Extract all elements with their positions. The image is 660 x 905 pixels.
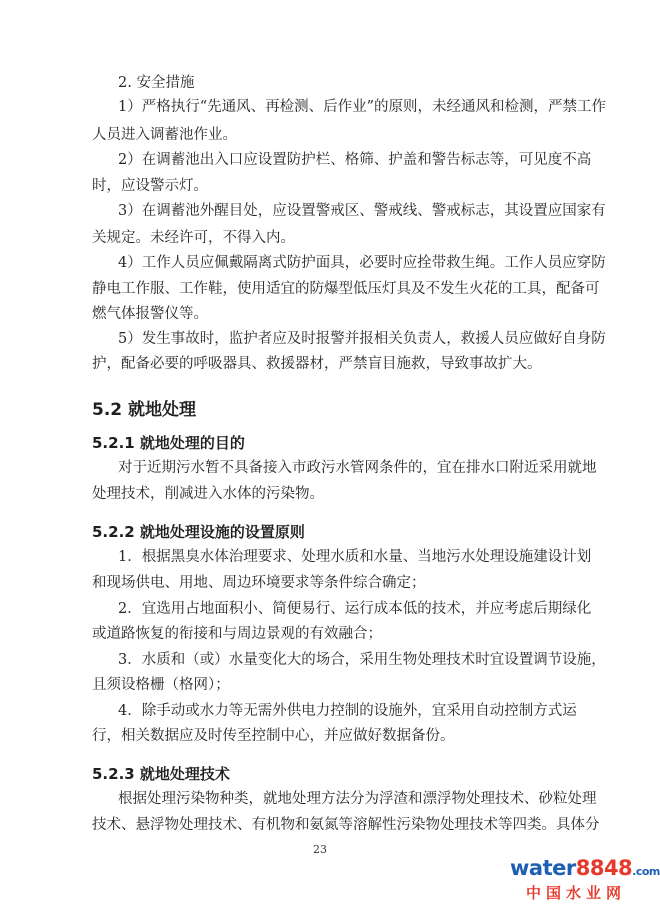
paragraph-line: 1．根据黑臭水体治理要求、处理水质和水量、当地污水处理设施建设计划 <box>118 549 592 565</box>
paragraph-line: 技术、悬浮物处理技术、有机物和氨氮等溶解性污染物处理技术等四类。具体分 <box>92 817 600 833</box>
logo-word: water <box>510 856 576 880</box>
logo-chinese-name: 中国水业网 <box>526 884 627 902</box>
paragraph-line: 对于近期污水暂不具备接入市政污水管网条件的，宜在排水口附近采用就地 <box>118 460 597 476</box>
paragraph-line: 护，配备必要的呼吸器具、救援器材，严禁盲目施救，导致事故扩大。 <box>92 356 542 372</box>
site-logo <box>510 856 660 902</box>
paragraph-line: 处理技术，削减进入水体的污染物。 <box>92 486 324 502</box>
paragraph-line: 根据处理污染物种类，就地处理方法分为浮渣和漂浮物处理技术、砂粒处理 <box>118 791 597 807</box>
paragraph-line: 和现场供电、用地、周边环境要求等条件综合确定； <box>92 575 426 591</box>
paragraph-line: 行，相关数据应及时传至控制中心，并应做好数据备份。 <box>92 728 455 744</box>
paragraph-line: 4．除手动或水力等无需外供电力控制的设施外，宜采用自动控制方式运 <box>118 703 577 719</box>
paragraph-line: 时，应设警示灯。 <box>92 178 208 194</box>
heading-5-2-3: 5.2.3 就地处理技术 <box>92 765 230 783</box>
paragraph-line: 且须设格栅（格网）； <box>92 677 230 693</box>
paragraph-line: 3．水质和（或）水量变化大的场合，采用生物处理技术时宜设置调节设施， <box>118 652 606 668</box>
paragraph-line: 人员进入调蓄池作业。 <box>92 127 237 143</box>
page-number: 23 <box>313 843 327 856</box>
paragraph-line: 2．宜选用占地面积小、简便易行、运行成本低的技术，并应考虑后期绿化 <box>118 601 592 617</box>
paragraph-line: 或道路恢复的衔接和与周边景观的有效融合； <box>92 626 382 642</box>
paragraph-line: 燃气体报警仪等。 <box>92 306 208 322</box>
paragraph-line: 1）严格执行“先通风、再检测、后作业”的原则，未经通风和检测，严禁工作 <box>118 99 607 115</box>
heading-5-2: 5.2 就地处理 <box>92 400 197 420</box>
paragraph-line: 4）工作人员应佩戴隔离式防护面具，必要时应拴带救生绳。工作人员应穿防 <box>118 255 606 271</box>
paragraph-line: 静电工作服、工作鞋，使用适宜的防爆型低压灯具及不发生火花的工具，配备可 <box>92 281 600 297</box>
section-title-safety: 2. 安全措施 <box>118 75 195 91</box>
heading-5-2-2: 5.2.2 就地处理设施的设置原则 <box>92 523 305 541</box>
logo-suffix: .com <box>632 865 660 878</box>
logo-number: 8848 <box>575 856 633 880</box>
paragraph-line: 3）在调蓄池外醒目处，应设置警戒区、警戒线、警戒标志，其设置应国家有 <box>118 203 606 219</box>
paragraph-line: 2）在调蓄池出入口应设置防护栏、格筛、护盖和警告标志等，可见度不高 <box>118 152 592 168</box>
paragraph-line: 5）发生事故时，监护者应及时报警并报相关负责人，救援人员应做好自身防 <box>118 331 606 347</box>
paragraph-line: 关规定。未经许可，不得入内。 <box>92 230 295 246</box>
heading-5-2-1: 5.2.1 就地处理的目的 <box>92 434 245 452</box>
